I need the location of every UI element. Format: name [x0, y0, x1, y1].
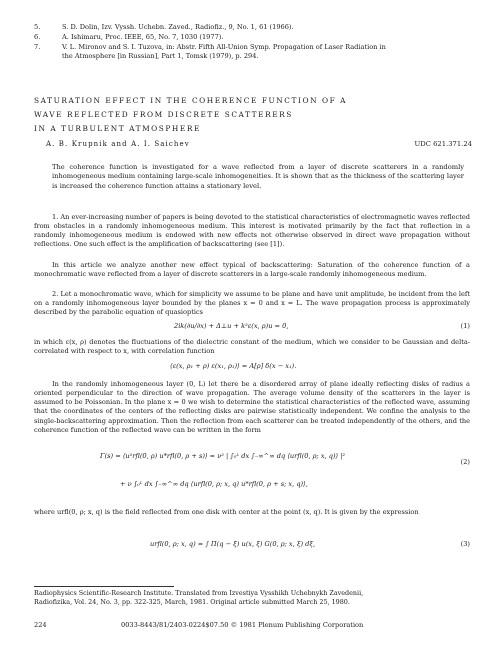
- article-title-line: SATURATION EFFECT IN THE COHERENCE FUNCTION OF A: [34, 96, 348, 105]
- reference-text: V. L. Mironov and S. I. Tuzova, in: Abstr. Fifth All-Union Symp. Propagation of Laser Radiation in: [62, 43, 386, 51]
- body-paragraph: in which ε(x, ρ) denotes the fluctuations of the dielectric constant of the medium, which we consider to be Gaussian and delta-correlated with respect to x, with correlation function: [34, 338, 470, 356]
- authors: A. B. Krupnik and A. I. Saichev: [46, 140, 190, 148]
- footnote-line: Radiophysics Scientific-Research Institute. Translated from Izvestiya Vysshikh Uchebnykh Zavedenii,: [34, 589, 364, 597]
- reference-number: 6.: [34, 33, 41, 41]
- copyright-line: 0033-8443/81/2403-0224$07.50 © 1981 Plenum Publishing Corporation: [121, 621, 364, 629]
- equation-number: (1): [460, 322, 470, 330]
- equation-3: urfl(0, ρ; x, q) = ∫ Π(q − ξ) u(x, ξ) G(0, ρ; x, ξ) dξ,: [150, 540, 316, 548]
- abstract: The coherence function is investigated for a wave reflected from a layer of discrete scatterers in a randomly inhomogeneous medium containing large-scale inhomogeneities. It is shown that as the thickness of the scattering layer is increased the coherence function attains a stationary level.: [52, 163, 464, 190]
- article-title-line: IN A TURBULENT ATMOSPHERE: [34, 124, 201, 133]
- reference-text: the Atmosphere [in Russian], Part 1, Tomsk (1979), p. 294.: [62, 52, 259, 60]
- udc-code: UDC 621.371.24: [414, 140, 472, 148]
- body-paragraph: where urfl(0, ρ; x, q) is the field reflected from one disk with center at the point (x, q). It is given by the expression: [34, 508, 419, 516]
- footnote-divider: [34, 586, 174, 587]
- equation-number: (3): [460, 540, 470, 548]
- equation-1: 2ik(∂u/∂x) + Δ⊥u + k²ε(x, ρ)u = 0,: [174, 322, 289, 330]
- equation-2-line-1: Γ(s) = ⟨u²rfl(0, ρ) u*rfl(0, ρ + s)⟩ = ν² | ∫₀ᴸ dx ∫₋∞^∞ dq ⟨urfl(0, ρ; x, q)⟩ |²: [100, 452, 346, 460]
- article-title-line: WAVE REFLECTED FROM DISCRETE SCATTERERS: [34, 110, 293, 119]
- reference-text: A. Ishimaru, Proc. IEEE, 65, No. 7, 1030 (1977).: [62, 33, 224, 41]
- footnote-line: Radiofizika, Vol. 24, No. 3, pp. 322-325, March, 1981. Original article submitted March 25, 1980.: [34, 597, 350, 606]
- reference-number: 5.: [34, 23, 41, 31]
- equation-number: (2): [460, 458, 470, 466]
- body-paragraph: In this article we analyze another new effect typical of backscattering: Saturation of the coherence function of a monochromatic wave reflected from a layer of discrete scatterers in a large-scale randomly inhomogeneous medium.: [34, 261, 470, 279]
- page-number: 224: [34, 621, 47, 629]
- reference-text: S. D. Dolin, Izv. Vyssh. Uchebn. Zaved., Radiofiz., 9, No. 1, 61 (1966).: [62, 23, 294, 31]
- body-paragraph: In the randomly inhomogeneous layer (0, L) let there be a disordered array of plane ideally reflecting disks of radius a oriented perpendicular to the direction of wave propagation. The average volume density of the scatterers in the layer is assumed to be Poissonian. In the plane x = 0 we wish to determine the statistical characteristics of the reflected wave, assuming that the coordinates of the centers of the reflecting disks are pairwise statistically independent. We confine the analysis to the single-backscattering approximation. Then the reflection from each scatterer can be treated independently of the others, and the coherence function of the reflected wave can be written in the form: [34, 380, 470, 434]
- equation-2-line-2: + ν ∫₀ᴸ dx ∫₋∞^∞ dq ⟨urfl(0, ρ; x, q) u*rfl(0, ρ + s; x, q)⟩,: [120, 480, 308, 488]
- reference-number: 7.: [34, 43, 41, 51]
- body-paragraph: 1. An ever-increasing number of papers is being devoted to the statistical characteristics of electromagnetic waves reflected from obstacles in a randomly inhomogeneous medium. This interest is motivated primarily by the fact that reflection in a randomly inhomogeneous medium is endowed with new effects not otherwise observed in direct wave propagation without reflections. One such effect is the amplification of backscattering (see [1]).: [34, 213, 470, 249]
- footnote: [34, 589, 470, 606]
- body-paragraph: 2. Let a monochromatic wave, which for simplicity we assume to be plane and have unit amplitude, be incident from the left on a randomly inhomogeneous layer bounded by the planes x = 0 and x = L. The wave propagation process is approximately described by the parabolic equation of quasioptics: [34, 290, 470, 317]
- correlation-equation: ⟨ε(x, ρ₁ + ρ) ε(x₁, ρ₁)⟩ = A[ρ] δ(x − x₁).: [170, 362, 297, 370]
